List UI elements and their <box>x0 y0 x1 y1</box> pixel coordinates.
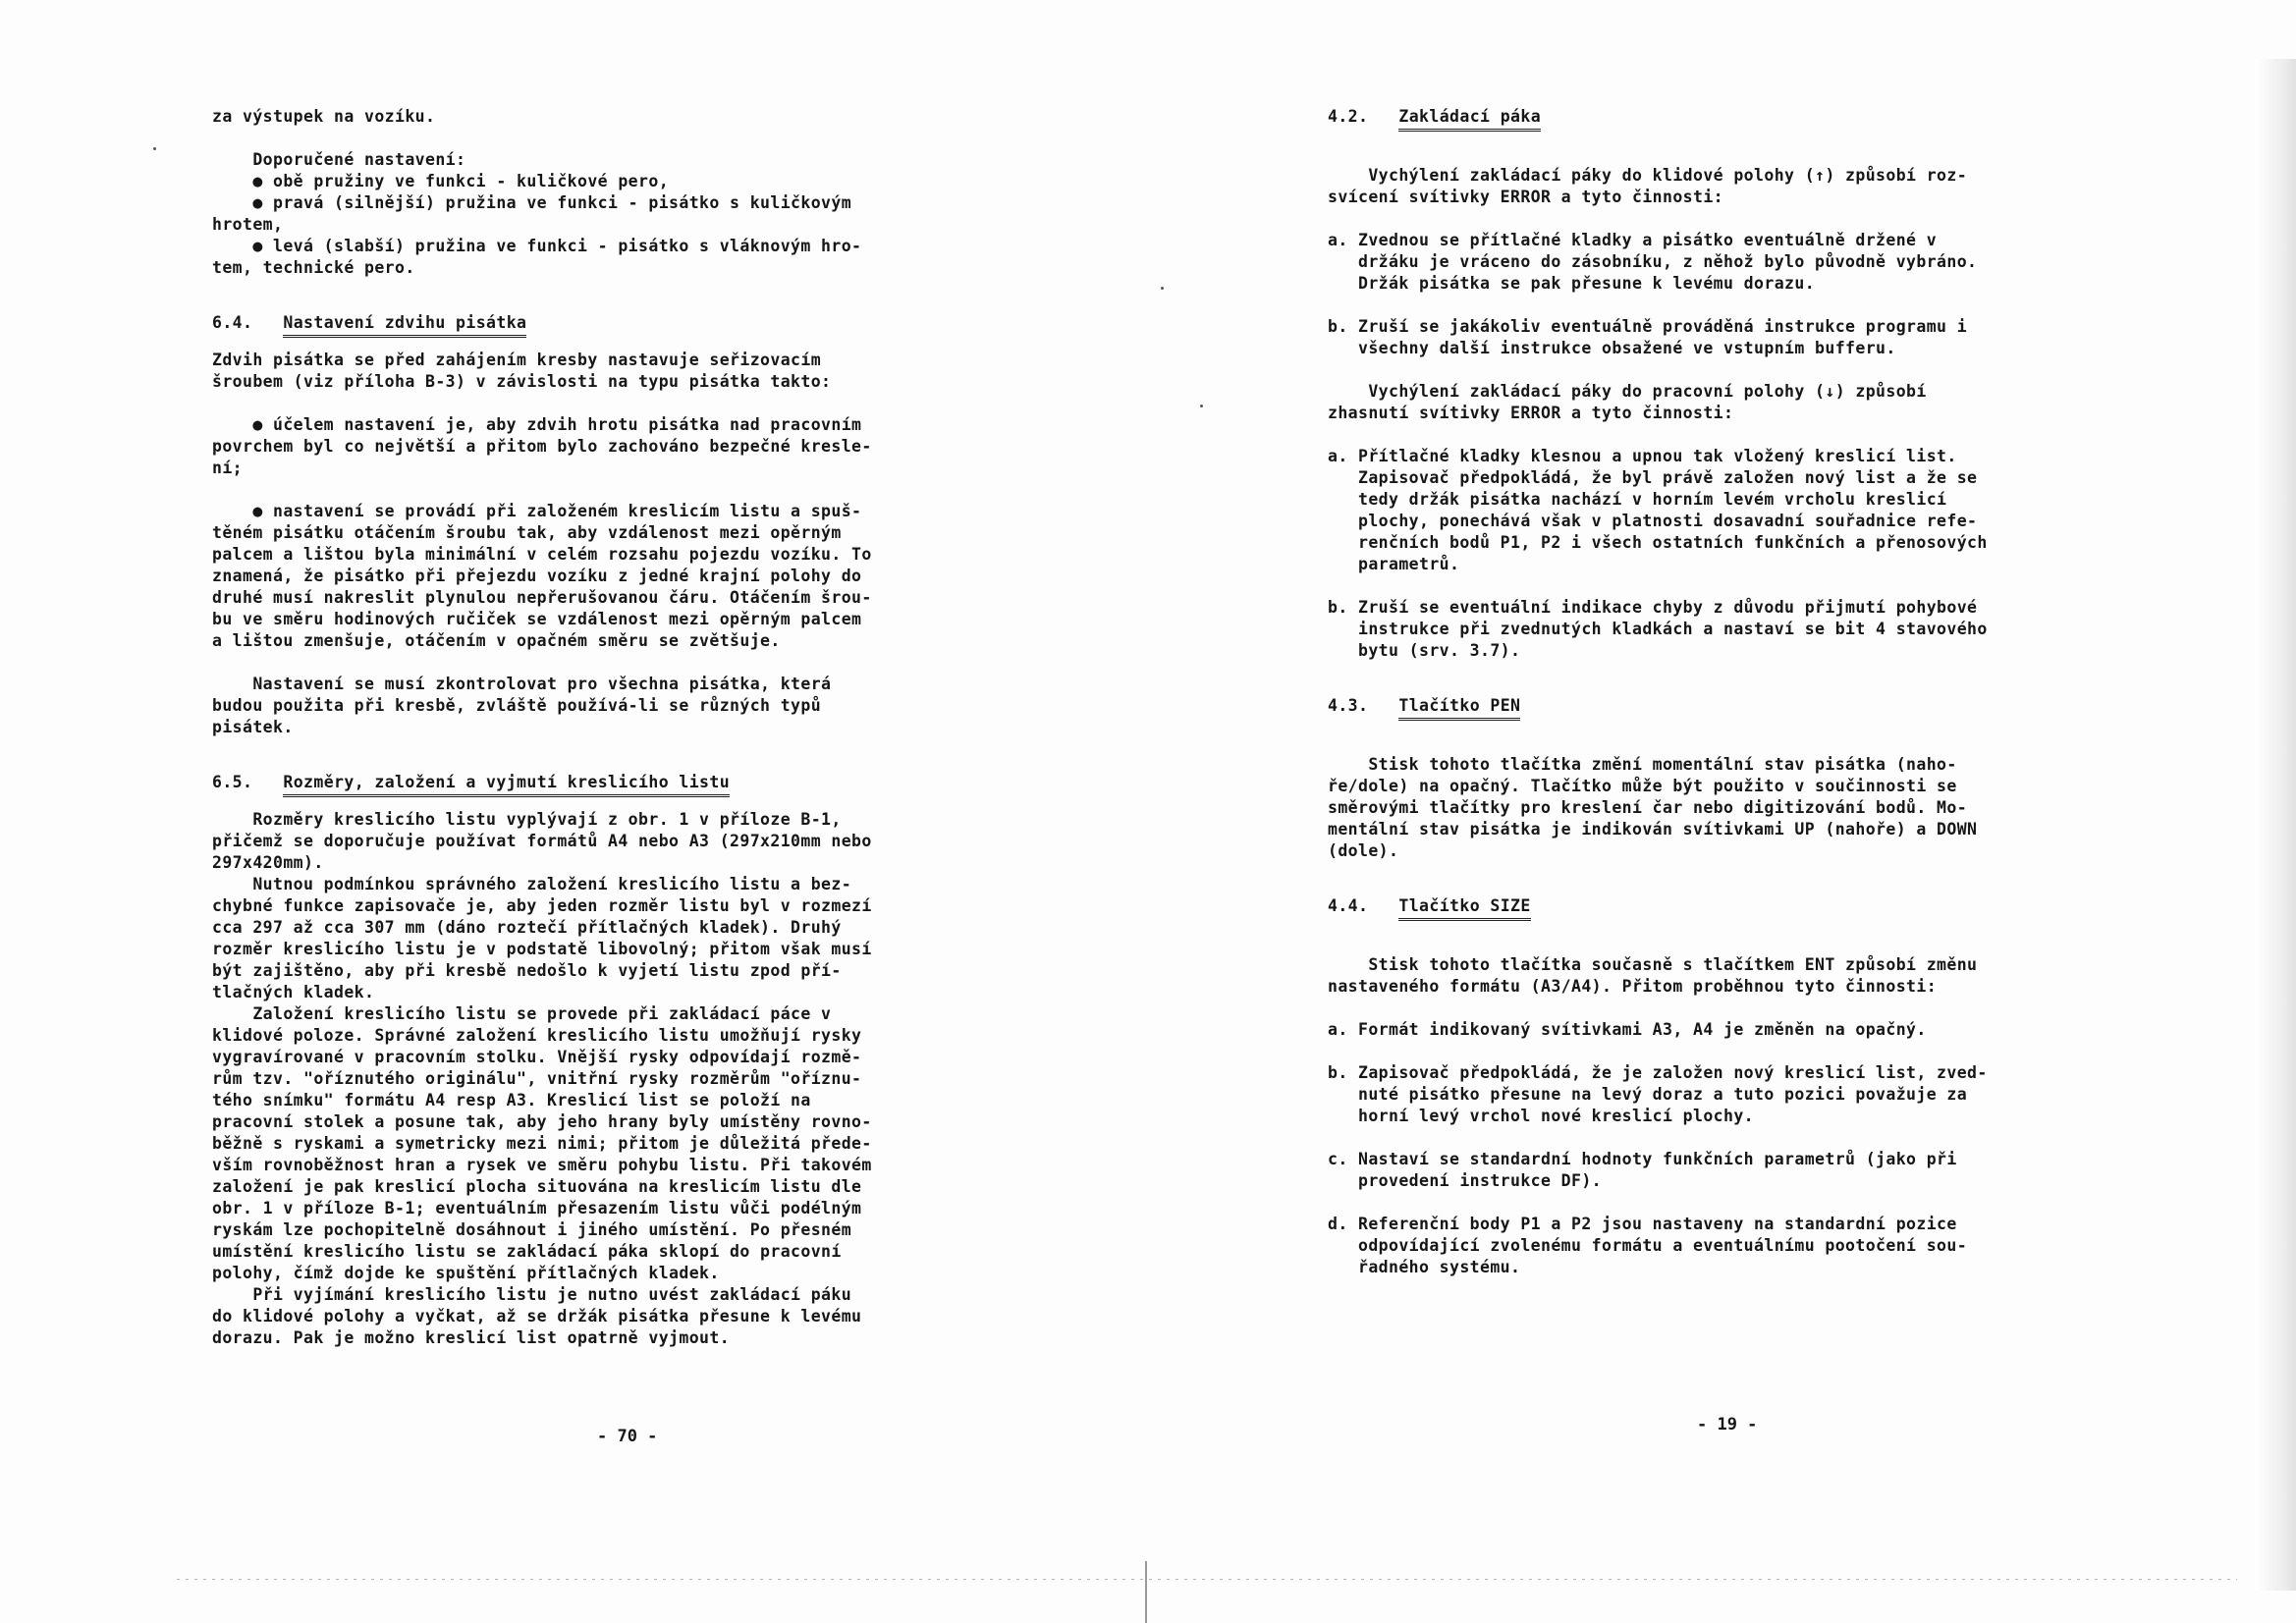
text-line: nuté pisátko přesune na levý doraz a tuto pozici považuje za <box>1328 1085 1968 1104</box>
text-line: budou použita při kresbě, zvláště používá-li se různých typů <box>212 696 822 715</box>
text-line: instrukce při zvednutých kladkách a nastaví se bit 4 stavového <box>1328 620 1988 638</box>
text-line: klidové poloze. Správné založení kreslicího listu umožňují rysky <box>212 1026 862 1045</box>
text-line: renčních bodů P1, P2 i všech ostatních funkčních a přenosových <box>1328 533 1988 552</box>
section-title: Tlačítko SIZE <box>1398 895 1530 921</box>
left-page <box>212 106 1049 1349</box>
text-line: ● obě pružiny ve funkci - kuličkové pero, <box>212 172 670 190</box>
text-line: povrchem byl co největší a přitom bylo zachováno bezpečné kresle- <box>212 437 872 456</box>
paper-edge-shadow <box>2255 59 2296 1591</box>
text-line: za výstupek na vozíku. <box>212 107 436 126</box>
list-item <box>1328 230 2145 295</box>
text-line: druhé musí nakreslit plynulou nepřerušovanou čáru. Otáčením šrou- <box>212 588 872 607</box>
text-line: palcem a lištou byla minimální v celém rozsahu pojezdu vozíku. To <box>212 545 872 564</box>
text-line: do klidové polohy a vyčkat, až se držák pisátka přesune k levému <box>212 1307 862 1325</box>
section-heading-4-3 <box>1328 695 2145 721</box>
text-line: směrovými tlačítky pro kreslení čar nebo digitizování bodů. Mo- <box>1328 798 1968 817</box>
list-item <box>1328 1019 2145 1041</box>
text-line: a. Přítlačné kladky klesnou a upnou tak vložený kreslicí list. <box>1328 447 1957 465</box>
paragraph <box>212 809 1049 1349</box>
list-item <box>1328 446 2145 575</box>
text-line: parametrů. <box>1328 555 1460 573</box>
scan-speck <box>1200 405 1203 407</box>
text-line: Nutnou podmínkou správného založení kreslicího listu a bez- <box>212 875 852 893</box>
text-line: Doporučené nastavení: <box>212 150 466 169</box>
text-line: (dole). <box>1328 841 1399 860</box>
text-line: vygravírované v pracovním stolku. Vnější rysky odpovídají rozmě- <box>212 1048 862 1066</box>
text-line: Vychýlení zakládací páky do klidové polohy (↑) způsobí roz- <box>1328 166 1968 185</box>
text-line: založení je pak kreslicí plocha situována na kreslicím listu dle <box>212 1177 862 1196</box>
section-number: 4.4. <box>1328 896 1369 915</box>
intro-block <box>212 106 1049 279</box>
text-line: provedení instrukce DF). <box>1328 1171 1603 1190</box>
text-line: Stisk tohoto tlačítka změní momentální stav pisátka (naho- <box>1328 755 1957 774</box>
text-line: 297x420mm). <box>212 853 324 872</box>
section-heading-4-4 <box>1328 895 2145 921</box>
section-number: 4.2. <box>1328 107 1369 126</box>
text-line: bu ve směru hodinových ručiček se vzdálenost mezi opěrným palcem <box>212 610 862 628</box>
text-line: běžně s ryskami a symetricky mezi nimi; přitom je důležitá přede- <box>212 1134 872 1153</box>
bottom-scan-artifact <box>177 1579 2237 1580</box>
text-line: znamená, že pisátko při přejezdu vozíku z jedné krajní polohy do <box>212 567 862 585</box>
text-line: všechny další instrukce obsažené ve vstupním bufferu. <box>1328 339 1896 357</box>
list-item <box>1328 1214 2145 1278</box>
text-line: Stisk tohoto tlačítka současně s tlačítkem ENT způsobí změnu <box>1328 955 1978 974</box>
text-line: řadného systému. <box>1328 1258 1521 1276</box>
text-line: umístění kreslicího listu se zakládací páka sklopí do pracovní <box>212 1242 842 1261</box>
text-line: být zajištěno, aby při kresbě nedošlo k vyjetí listu zpod pří- <box>212 961 842 980</box>
text-line: b. Zapisovač předpokládá, že je založen nový kreslicí list, zved- <box>1328 1063 1988 1082</box>
text-line: vším rovnoběžnost hran a rysek ve směru pohybu listu. Při takovém <box>212 1156 872 1174</box>
list-item <box>1328 1149 2145 1192</box>
text-line: a lištou zmenšuje, otáčením v opačném směru se zvětšuje. <box>212 631 781 650</box>
text-line: svícení svítivky ERROR a tyto činnosti: <box>1328 188 1724 206</box>
text-line: d. Referenční body P1 a P2 jsou nastaveny na standardní pozice <box>1328 1215 1957 1233</box>
text-line: držáku je vráceno do zásobníku, z něhož bylo původně vybráno. <box>1328 252 1978 271</box>
text-line: zhasnutí svítivky ERROR a tyto činnosti: <box>1328 404 1734 422</box>
scan-speck <box>153 147 156 150</box>
section-number: 6.4. <box>212 313 253 332</box>
text-line <box>212 128 1049 149</box>
text-line: Nastavení se musí zkontrolovat pro všechna pisátka, která <box>212 675 832 693</box>
paragraph <box>1328 165 2145 208</box>
text-line: tého snímku" formátu A4 resp A3. Kreslicí list se položí na <box>212 1091 811 1109</box>
section-title: Tlačítko PEN <box>1398 695 1520 721</box>
text-line: polohy, čímž dojde ke spuštění přítlačných kladek. <box>212 1264 720 1282</box>
text-line: bytu (srv. 3.7). <box>1328 641 1521 660</box>
list-item <box>1328 597 2145 662</box>
text-line: ní; <box>212 459 244 477</box>
paragraph <box>212 501 1049 652</box>
section-title: Nastavení zdvihu pisátka <box>283 312 526 338</box>
section-number: 4.3. <box>1328 696 1369 715</box>
text-line: ryskám lze pochopitelně dosáhnout i jiného umístění. Po přesném <box>212 1220 852 1239</box>
text-line: ře/dole) na opačný. Tlačítko může být použito v součinnosti se <box>1328 777 1957 795</box>
section-title: Rozměry, založení a vyjmutí kreslicího listu <box>283 772 730 797</box>
paragraph <box>1328 754 2145 862</box>
text-line: rozměr kreslicího listu je v podstatě libovolný; přitom však musí <box>212 940 872 958</box>
text-line: mentální stav pisátka je indikován svítivkami UP (nahoře) a DOWN <box>1328 820 1978 839</box>
list-item <box>1328 316 2145 359</box>
paragraph <box>1328 954 2145 998</box>
text-line: těném pisátku otáčením šroubu tak, aby vzdálenost mezi opěrným <box>212 523 842 542</box>
text-line: ● levá (slabší) pružina ve funkci - pisátko s vláknovým hro- <box>212 237 862 255</box>
section-number: 6.5. <box>212 773 253 791</box>
text-line: b. Zruší se jakákoliv eventuálně prováděná instrukce programu i <box>1328 317 1968 336</box>
text-line: odpovídající zvolenému formátu a eventuálnímu pootočení sou- <box>1328 1236 1968 1255</box>
text-line: dorazu. Pak je možno kreslicí list opatrně vyjmout. <box>212 1328 731 1347</box>
text-line: Zapisovač předpokládá, že byl právě založen nový list a že se <box>1328 468 1978 487</box>
scan-speck <box>1161 287 1164 290</box>
text-line: plochy, ponechává však v platnosti dosavadní souřadnice refe- <box>1328 512 1978 530</box>
page-fold-mark <box>1145 1561 1147 1623</box>
page-number-left: - 70 - <box>597 1427 658 1446</box>
section-title: Zakládací páka <box>1398 106 1541 132</box>
text-line: hrotem, <box>212 215 284 234</box>
text-line: c. Nastaví se standardní hodnoty funkčních parametrů (jako při <box>1328 1150 1957 1168</box>
list-item <box>1328 1062 2145 1127</box>
text-line: Vychýlení zakládací páky do pracovní polohy (↓) způsobí <box>1328 382 1927 401</box>
text-line: chybné funkce zapisovače je, aby jeden rozměr listu byl v rozmezí <box>212 896 872 915</box>
text-line: nastaveného formátu (A3/A4). Přitom proběhnou tyto činnosti: <box>1328 977 1938 996</box>
text-line: Držák pisátka se pak přesune k levému dorazu. <box>1328 274 1816 293</box>
text-line: a. Formát indikovaný svítivkami A3, A4 je změněn na opačný. <box>1328 1020 1927 1039</box>
text-line: ● nastavení se provádí při založeném kreslicím listu a spuš- <box>212 502 862 520</box>
text-line: obr. 1 v příloze B-1; eventuálním přesazením listu vůči podélným <box>212 1199 862 1217</box>
paragraph <box>212 674 1049 738</box>
text-line: ● pravá (silnější) pružina ve funkci - pisátko s kuličkovým <box>212 193 852 212</box>
text-line: Zdvih pisátka se před zahájením kresby nastavuje seřizovacím <box>212 351 822 369</box>
text-line: Rozměry kreslicího listu vyplývají z obr. 1 v příloze B-1, <box>212 810 842 829</box>
page-number-right: - 19 - <box>1697 1415 1758 1434</box>
section-heading-4-2 <box>1328 106 2145 132</box>
right-page <box>1328 106 2145 1278</box>
section-heading-6-4 <box>212 312 1049 338</box>
text-line: šroubem (viz příloha B-3) v závislosti na typu pisátka takto: <box>212 372 832 391</box>
text-line: rům tzv. "oříznutého originálu", vnitřní rysky rozměrům "oříznu- <box>212 1069 862 1088</box>
paragraph <box>212 414 1049 479</box>
paragraph <box>1328 381 2145 424</box>
text-line: přičemž se doporučuje používat formátů A4 nebo A3 (297x210mm nebo <box>212 832 872 850</box>
text-line: horní levý vrchol nové kreslicí plochy. <box>1328 1107 1755 1125</box>
text-line: tlačných kladek. <box>212 983 375 1001</box>
section-heading-6-5 <box>212 772 1049 797</box>
text-line: tem, technické pero. <box>212 258 415 277</box>
text-line: pisátek. <box>212 718 294 736</box>
text-line: Při vyjímání kreslicího listu je nutno uvést zakládací páku <box>212 1285 852 1304</box>
text-line: cca 297 až cca 307 mm (dáno roztečí přítlačných kladek). Druhý <box>212 918 842 937</box>
text-line: b. Zruší se eventuální indikace chyby z důvodu přijmutí pohybové <box>1328 598 1978 617</box>
text-line: ● účelem nastavení je, aby zdvih hrotu pisátka nad pracovním <box>212 415 862 434</box>
text-line: tedy držák pisátka nachází v horním levém vrcholu kreslicí <box>1328 490 1947 509</box>
text-line: Založení kreslicího listu se provede při zakládací páce v <box>212 1004 832 1023</box>
text-line: pracovní stolek a posune tak, aby jeho hrany byly umístěny rovno- <box>212 1112 872 1131</box>
text-line: a. Zvednou se přítlačné kladky a pisátko eventuálně držené v <box>1328 231 1938 249</box>
paragraph <box>212 350 1049 393</box>
